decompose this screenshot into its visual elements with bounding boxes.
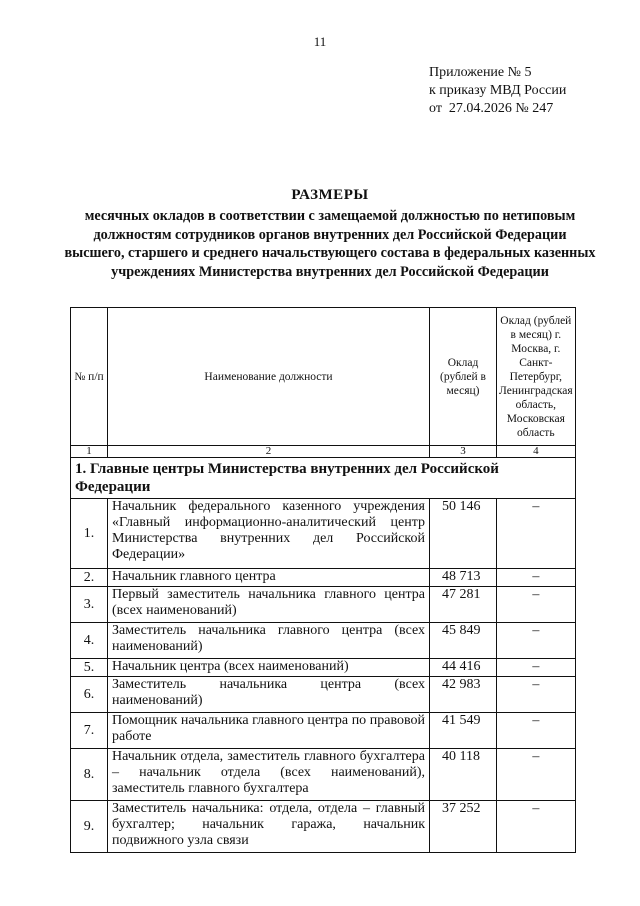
- position-name: Помощник начальника главного центра по правовой работе: [108, 713, 430, 749]
- row-number: 9.: [71, 801, 108, 853]
- salary-value: 37 252: [430, 801, 497, 853]
- region-salary-value: –: [497, 659, 576, 677]
- table-row: [71, 713, 576, 749]
- region-salary-value: –: [497, 677, 576, 713]
- col-number: 3: [430, 446, 497, 458]
- table-row: [71, 677, 576, 713]
- position-name: Заместитель начальника центра (всех наименований): [108, 677, 430, 713]
- salary-value: 45 849: [430, 623, 497, 659]
- table-row: [71, 749, 576, 801]
- col-number: 2: [108, 446, 430, 458]
- region-salary-value: –: [497, 569, 576, 587]
- header-salary: Оклад (рублей в месяц): [430, 308, 497, 446]
- position-name: Заместитель начальника главного центра (всех наименований): [108, 623, 430, 659]
- appendix-line-2: к приказу МВД России: [429, 83, 567, 98]
- region-salary-value: –: [497, 749, 576, 801]
- header-salary-region: Оклад (рублей в месяц) г. Москва, г. Санкт-Петербург, Ленинградская область, Московская область: [497, 308, 576, 446]
- appendix-line-3: от 27.04.2026 № 247: [429, 101, 554, 116]
- column-number-row: [71, 446, 576, 458]
- row-number: 3.: [71, 587, 108, 623]
- section-title: 1. Главные центры Министерства внутренних дел Российской Федерации: [71, 458, 576, 499]
- salary-value: 40 118: [430, 749, 497, 801]
- document-title: РАЗМЕРЫ: [291, 187, 369, 203]
- col-number: 1: [71, 446, 108, 458]
- table-row: [71, 587, 576, 623]
- position-name: Начальник центра (всех наименований): [108, 659, 430, 677]
- row-number: 5.: [71, 659, 108, 677]
- table-row: [71, 659, 576, 677]
- region-salary-value: –: [497, 587, 576, 623]
- salary-value: 47 281: [430, 587, 497, 623]
- row-number: 1.: [71, 499, 108, 569]
- table-row: [71, 499, 576, 569]
- appendix-line-1: Приложение № 5: [429, 65, 532, 80]
- table-row: [71, 801, 576, 853]
- position-name: Заместитель начальника: отдела, отдела – главный бухгалтер; начальник гаража, начальник подвижного узла связи: [108, 801, 430, 853]
- region-salary-value: –: [497, 499, 576, 569]
- salary-table: [70, 307, 576, 853]
- salary-value: 42 983: [430, 677, 497, 713]
- region-salary-value: –: [497, 623, 576, 659]
- region-salary-value: –: [497, 801, 576, 853]
- position-name: Начальник федерального казенного учреждения «Главный информационно-аналитический центр Министерства внутренних дел Российской Федерации»: [108, 499, 430, 569]
- row-number: 6.: [71, 677, 108, 713]
- document-subtitle: месячных окладов в соответствии с замещаемой должностью по нетиповым должностям сотрудников органов внутренних дел Российской Федерации высшего, старшего и среднего начальствующего состава в федеральных казенных учреждениях Министерства внутренних дел Российской Федерации: [64, 208, 596, 280]
- table-header-row: [71, 308, 576, 446]
- salary-value: 48 713: [430, 569, 497, 587]
- row-number: 4.: [71, 623, 108, 659]
- header-name: Наименование должности: [108, 308, 430, 446]
- section-row: [71, 458, 576, 499]
- table-row: [71, 623, 576, 659]
- position-name: Начальник главного центра: [108, 569, 430, 587]
- position-name: Первый заместитель начальника главного центра (всех наименований): [108, 587, 430, 623]
- col-number: 4: [497, 446, 576, 458]
- region-salary-value: –: [497, 713, 576, 749]
- appendix-block: [429, 64, 566, 118]
- salary-value: 44 416: [430, 659, 497, 677]
- header-num: № п/п: [71, 308, 108, 446]
- row-number: 7.: [71, 713, 108, 749]
- salary-value: 50 146: [430, 499, 497, 569]
- table-row: [71, 569, 576, 587]
- row-number: 2.: [71, 569, 108, 587]
- position-name: Начальник отдела, заместитель главного бухгалтера – начальник отдела (всех наименований), заместитель главного бухгалтера: [108, 749, 430, 801]
- salary-value: 41 549: [430, 713, 497, 749]
- row-number: 8.: [71, 749, 108, 801]
- page-number: 11: [313, 34, 327, 49]
